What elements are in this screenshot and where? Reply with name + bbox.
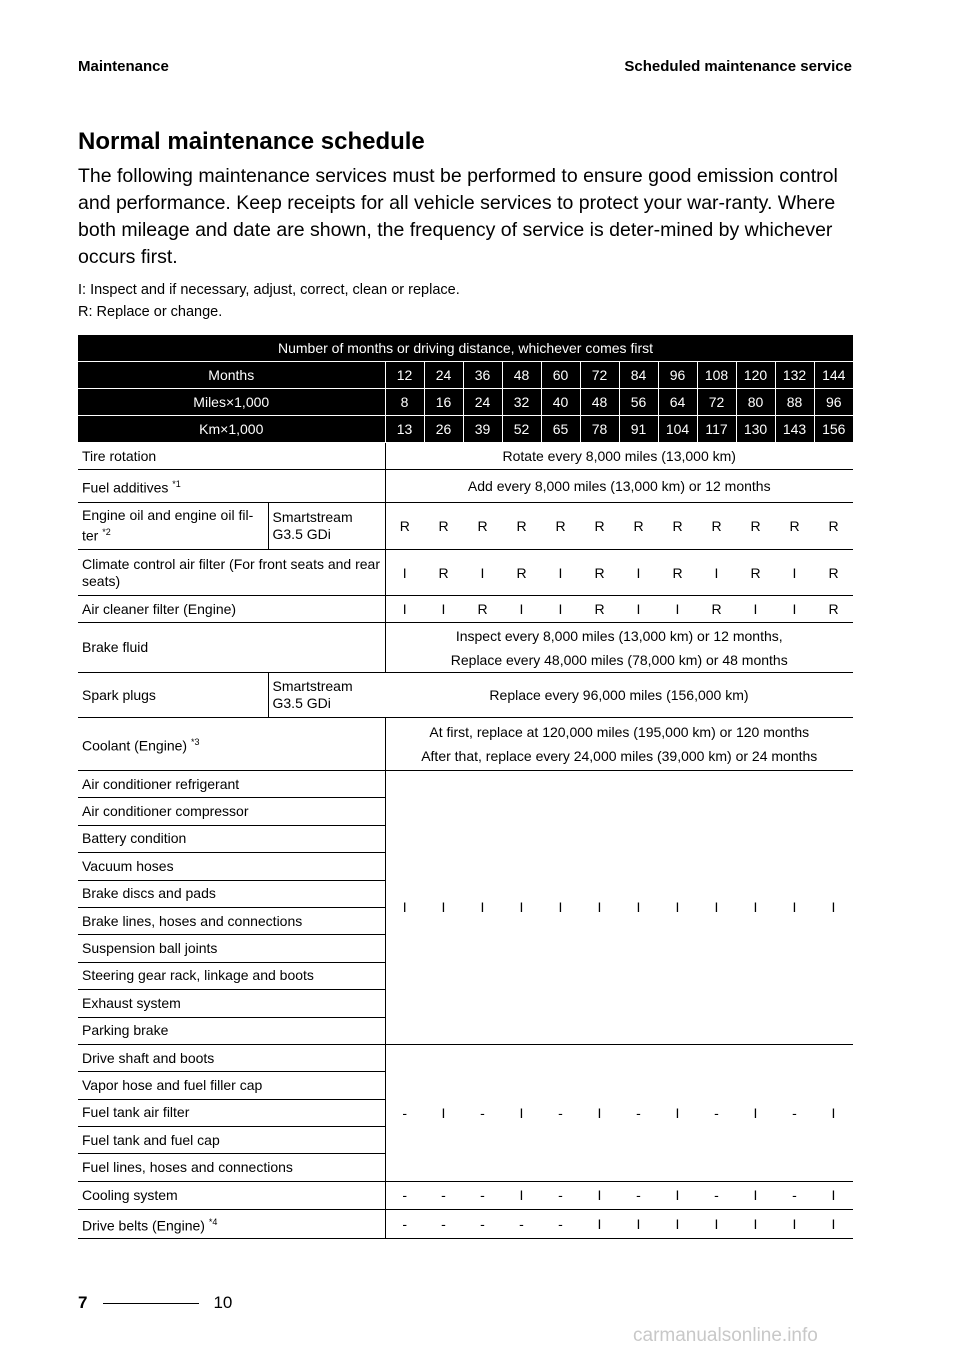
item-label: Drive belts (Engine) [82,1217,205,1234]
item-label: Brake fluid [82,639,149,655]
header-value: 117 [697,416,736,443]
schedule-value: I [658,1044,697,1181]
item-label: Exhaust system [82,994,181,1011]
header-value: 48 [502,362,541,389]
header-value: 78 [580,416,619,443]
schedule-value: R [697,596,736,623]
header-value: 12 [385,362,424,389]
schedule-value: I [658,1209,697,1238]
schedule-value: - [541,1209,580,1238]
header-value: 36 [463,362,502,389]
table-row [78,718,853,771]
header-label: Months [78,362,385,389]
engine-type: Smartstream G3.5 GDi [268,673,385,718]
schedule-value: I [736,1044,775,1181]
table-row [78,443,853,470]
table-row [78,623,853,673]
schedule-value: I [619,596,658,623]
header-value: 84 [619,362,658,389]
table-row [78,673,853,718]
table-row [78,503,853,550]
item-name [78,1209,385,1238]
page-title: Normal maintenance schedule [78,128,425,155]
table-row [78,470,853,503]
header-value: 65 [541,416,580,443]
interval-line: After that, replace every 24,000 miles (39,000 km) or 24 months [421,748,818,764]
schedule-value: I [502,1181,541,1209]
item-name [78,443,385,470]
header-value: 156 [814,416,853,443]
schedule-value: R [385,503,424,550]
item-label: Suspension ball joints [82,940,218,957]
header-row [78,389,853,416]
footnote-marker: *2 [102,527,111,538]
schedule-value: I [736,771,775,1045]
header-value: 144 [814,362,853,389]
header-row [78,362,853,389]
header-label: Miles×1,000 [78,389,385,416]
header-value: 48 [580,389,619,416]
watermark: carmanualsonline.info [633,1325,818,1346]
schedule-value: I [814,771,853,1045]
item-label: Parking brake [82,1022,169,1039]
interval-text: Replace every 96,000 miles (156,000 km) [385,673,853,718]
footnote-marker: *4 [208,1216,218,1227]
schedule-value: I [775,771,814,1045]
top-header: Number of months or driving distance, whichever comes first [78,335,853,362]
schedule-value: - [541,1044,580,1181]
schedule-value: - [385,1209,424,1238]
item-name [78,673,268,718]
item-name [78,798,385,825]
page-footer [78,1293,232,1313]
schedule-value: - [775,1044,814,1181]
item-label: Fuel tank and fuel cap [82,1131,220,1148]
header-value: 96 [658,362,697,389]
item-label: Vacuum hoses [82,857,174,874]
table-row [78,771,853,798]
schedule-value: I [814,1044,853,1181]
interval-line: Replace every 48,000 miles (78,000 km) or 48 months [450,651,788,668]
item-name [78,1181,385,1209]
schedule-value: - [697,1044,736,1181]
schedule-value: R [463,596,502,623]
interval-text [385,718,853,771]
schedule-value: I [502,1044,541,1181]
header-value: 130 [736,416,775,443]
item-label: Air conditioner refrigerant [82,775,240,792]
item-label: Battery condition [82,830,187,847]
table-row [78,550,853,596]
header-value: 143 [775,416,814,443]
interval-text: Add every 8,000 miles (13,000 km) or 12 months [385,470,853,503]
schedule-value: I [697,550,736,596]
header-value: 96 [814,389,853,416]
schedule-value: R [580,596,619,623]
item-label: Climate control air filter (For front seats and rear seats) [82,555,380,589]
schedule-value: R [736,503,775,550]
chapter-number: 7 [78,1293,88,1312]
item-name [78,718,385,771]
schedule-value: I [736,1209,775,1238]
schedule-value: R [775,503,814,550]
item-label: Fuel additives [82,479,169,496]
header-value: 88 [775,389,814,416]
header-value: 108 [697,362,736,389]
item-label: Steering gear rack, linkage and boots [82,967,314,984]
schedule-value: I [580,1044,619,1181]
schedule-value: R [541,503,580,550]
item-name [78,1072,385,1099]
schedule-value: I [736,1181,775,1209]
header-value: 26 [424,416,463,443]
header-value: 8 [385,389,424,416]
page-header [78,58,852,75]
schedule-value: I [775,550,814,596]
schedule-value: R [502,503,541,550]
schedule-value: R [580,503,619,550]
item-name [78,990,385,1017]
schedule-value: - [502,1209,541,1238]
schedule-value: I [814,1181,853,1209]
item-name [78,880,385,907]
schedule-value: I [619,771,658,1045]
schedule-value: I [775,1209,814,1238]
table-row [78,1044,853,1071]
table-row [78,1181,853,1209]
schedule-value: R [619,503,658,550]
schedule-value: - [424,1209,463,1238]
schedule-value: I [619,550,658,596]
item-name [78,470,385,503]
header-value: 24 [424,362,463,389]
item-label: Tire rotation [82,447,157,464]
item-name [78,935,385,962]
item-name [78,1127,385,1154]
schedule-value: I [541,550,580,596]
header-value: 16 [424,389,463,416]
item-name [78,962,385,989]
header-value: 56 [619,389,658,416]
header-row [78,416,853,443]
schedule-value: R [658,503,697,550]
header-value: 80 [736,389,775,416]
header-value: 104 [658,416,697,443]
schedule-value: I [424,771,463,1045]
item-name [78,503,268,550]
schedule-value: I [814,1209,853,1238]
schedule-value: R [424,550,463,596]
schedule-value: - [463,1044,502,1181]
schedule-value: - [424,1181,463,1209]
schedule-value: - [697,1181,736,1209]
schedule-value: - [463,1181,502,1209]
schedule-value: I [619,1209,658,1238]
table-row [78,596,853,623]
page-number: 10 [213,1293,233,1312]
header-value: 24 [463,389,502,416]
header-value: 39 [463,416,502,443]
header-value: 91 [619,416,658,443]
header-value: 32 [502,389,541,416]
interval-line: At first, replace at 120,000 miles (195,000 km) or 120 months [429,724,810,740]
schedule-value: R [502,550,541,596]
item-name [78,853,385,880]
schedule-value: R [580,550,619,596]
schedule-value: - [385,1181,424,1209]
schedule-value: I [502,596,541,623]
schedule-value: - [463,1209,502,1238]
schedule-value: I [541,771,580,1045]
footnote-marker: *3 [190,736,200,747]
schedule-value: - [619,1044,658,1181]
legend-inspect: I: Inspect and if necessary, adjust, correct, clean or replace. [78,282,460,298]
item-label: Engine oil and engine oil fil-ter [82,507,254,544]
header-value: 72 [580,362,619,389]
schedule-value: R [658,550,697,596]
item-label: Vapor hose and fuel filler cap [82,1076,263,1093]
schedule-value: I [658,596,697,623]
schedule-value: R [814,503,853,550]
schedule-value: I [736,596,775,623]
item-name [78,825,385,852]
intro-paragraph: The following maintenance services must be performed to ensure good emission control and performance. Keep receipts for all vehicle services to protect your war-ranty. Where both mileage and date are shown, the frequency of service is deter-mined by whichever occurs first. [78,165,838,268]
schedule-value: I [385,596,424,623]
schedule-value: I [463,550,502,596]
item-name [78,1099,385,1126]
schedule-value: R [736,550,775,596]
schedule-value: I [658,1181,697,1209]
schedule-value: R [814,596,853,623]
header-value: 40 [541,389,580,416]
schedule-value: I [424,596,463,623]
schedule-value: I [385,550,424,596]
schedule-value: R [463,503,502,550]
schedule-value: I [775,596,814,623]
schedule-value: I [541,596,580,623]
legend-replace: R: Replace or change. [78,304,223,320]
schedule-value: I [697,1209,736,1238]
maintenance-table [78,335,853,1239]
header-value: 52 [502,416,541,443]
schedule-value: - [385,1044,424,1181]
item-name [78,550,385,596]
schedule-value: - [775,1181,814,1209]
header-value: 60 [541,362,580,389]
header-value: 13 [385,416,424,443]
footnote-marker: *1 [172,478,181,489]
item-name [78,907,385,934]
item-label: Fuel lines, hoses and connections [82,1159,293,1176]
engine-type: Smartstream G3.5 GDi [268,503,385,550]
schedule-value: I [424,1044,463,1181]
footer-divider [103,1303,199,1304]
schedule-value: R [814,550,853,596]
item-label: Brake lines, hoses and connections [82,912,303,929]
header-value: 120 [736,362,775,389]
header-row [78,335,853,362]
schedule-value: I [502,771,541,1045]
schedule-value: I [580,1181,619,1209]
item-name [78,623,385,673]
item-label: Drive shaft and boots [82,1049,215,1066]
item-label: Fuel tank air filter [82,1104,190,1121]
item-label: Brake discs and pads [82,885,216,902]
item-label: Coolant (Engine) [82,737,188,754]
interval-text: Rotate every 8,000 miles (13,000 km) [385,443,853,470]
schedule-value: I [580,1209,619,1238]
schedule-value: I [385,771,424,1045]
header-section: Maintenance [78,58,169,75]
header-subsection: Scheduled maintenance service [624,58,852,75]
item-name [78,596,385,623]
header-value: 72 [697,389,736,416]
schedule-value: R [697,503,736,550]
item-name [78,1017,385,1044]
schedule-value: - [541,1181,580,1209]
item-label: Spark plugs [82,686,156,703]
item-name [78,771,385,798]
item-name [78,1044,385,1071]
header-value: 132 [775,362,814,389]
table-row [78,1209,853,1238]
header-label: Km×1,000 [78,416,385,443]
interval-line: Inspect every 8,000 miles (13,000 km) or 12 months, [455,627,783,644]
schedule-value: I [697,771,736,1045]
schedule-value: I [463,771,502,1045]
schedule-value: - [619,1181,658,1209]
schedule-value: I [658,771,697,1045]
schedule-value: I [580,771,619,1045]
item-label: Cooling system [82,1186,178,1203]
item-label: Air conditioner compressor [82,803,249,820]
item-name [78,1154,385,1181]
interval-text [385,623,853,673]
schedule-value: R [424,503,463,550]
header-value: 64 [658,389,697,416]
item-label: Air cleaner filter (Engine) [82,600,237,617]
